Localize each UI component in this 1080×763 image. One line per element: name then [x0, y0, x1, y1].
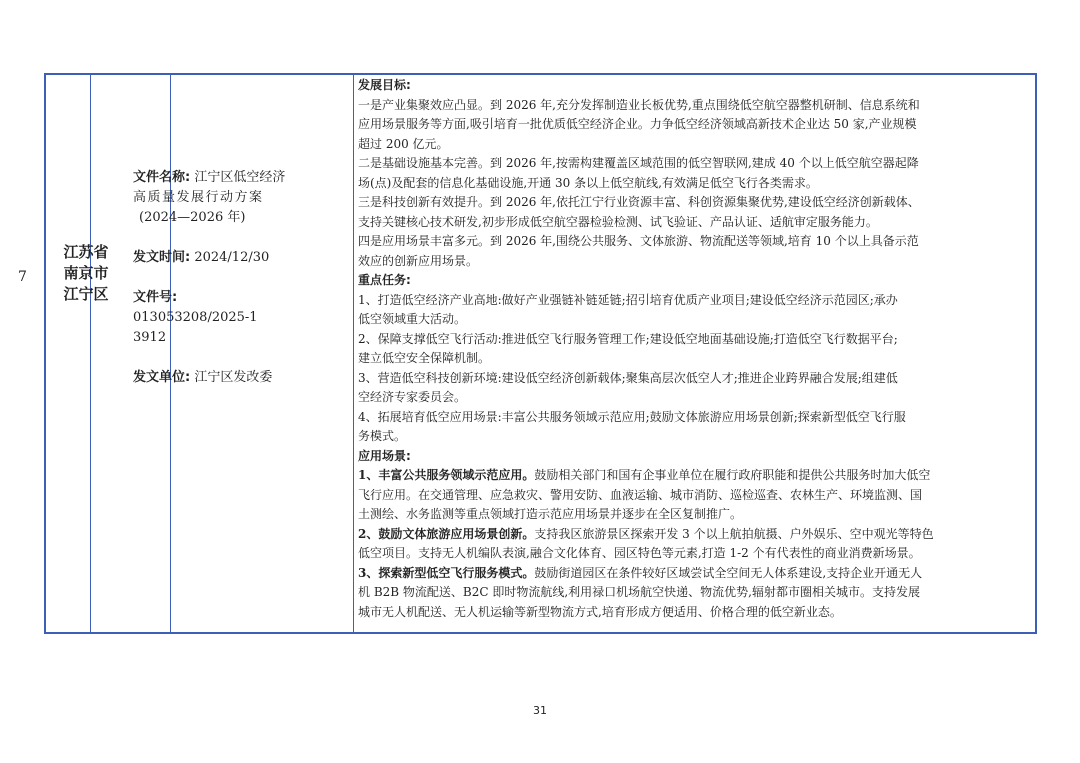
- document-number-line2: 3912: [133, 330, 167, 345]
- document-info: [133, 168, 301, 408]
- content-line: [358, 330, 1034, 350]
- content-line: [358, 174, 1034, 194]
- content-cell: [358, 76, 1034, 622]
- content-line: [358, 96, 1034, 116]
- content-line: [358, 603, 1034, 623]
- content-line: [358, 427, 1034, 447]
- row-number: 7: [18, 269, 27, 285]
- content-line: [358, 115, 1034, 135]
- content-line: [358, 369, 1034, 389]
- content-line: [358, 213, 1034, 233]
- page-number: 31: [533, 704, 547, 717]
- document-number-line1: 013053208/2025-1: [133, 310, 258, 325]
- line-text: 支持关键核心技术研发,初步形成低空航空器检验检测、试飞验证、产品认证、适航审定服务能力。: [358, 214, 878, 229]
- line-text: 低空领域重大活动。: [358, 312, 467, 326]
- line-text: 2、保障支撑低空飞行活动:推进低空飞行服务管理工作;建设低空地面基础设施;打造低空飞行数据平台;: [358, 331, 898, 346]
- item-heading: 1、丰富公共服务领域示范应用。: [358, 468, 535, 482]
- issue-date: [133, 248, 301, 268]
- document-name-label: 文件名称:: [133, 170, 191, 185]
- line-text: 飞行应用。在交通管理、应急救灾、警用安防、血液运输、城市消防、巡检巡查、农林生产、环境监测、国: [358, 487, 923, 502]
- line-text: 建立低空安全保障机制。: [358, 351, 491, 365]
- content-line: [358, 135, 1034, 155]
- line-text: 1、打造低空经济产业高地:做好产业强链补链延链;招引培育优质产业项目;建设低空经济示范园区;承办: [358, 292, 898, 307]
- region-cell: [52, 242, 120, 305]
- issuing-unit: [133, 368, 301, 388]
- content-line: [358, 252, 1034, 272]
- section-heading: [358, 447, 1034, 467]
- document-name: [133, 168, 301, 228]
- content-line: [358, 310, 1034, 330]
- line-text: 应用场景:: [358, 448, 411, 463]
- issue-date-label: 发文时间:: [133, 250, 191, 265]
- content-line: [358, 505, 1034, 525]
- line-text: 场(点)及配套的信息化基础设施,开通 30 条以上低空航线,有效满足低空飞行各类需求。: [358, 175, 818, 190]
- content-line: [358, 193, 1034, 213]
- document-name-value-line2: 高质量发展行动方案: [133, 190, 264, 205]
- column-number: [46, 75, 91, 632]
- line-text: 三是科技创新有效提升。到 2026 年,依托江宁行业资源丰富、科创资源集聚优势,建设低空经济创新载体、: [358, 195, 920, 209]
- document-name-value-line3: (2024—2026 年): [139, 210, 246, 225]
- line-text: 务模式。: [358, 429, 407, 443]
- line-text: 发展目标:: [358, 78, 411, 92]
- content-line: [358, 408, 1034, 428]
- content-line: [358, 525, 1034, 545]
- content-line: [358, 388, 1034, 408]
- line-text: 鼓励相关部门和国有企事业单位在履行政府职能和提供公共服务时加大低空: [534, 468, 931, 482]
- line-text: 应用场景服务等方面,吸引培育一批优质低空经济企业。力争低空经济领域高新技术企业达 50 家,产业规模: [358, 117, 917, 131]
- document-number-label: 文件号:: [133, 290, 178, 305]
- content-line: [358, 232, 1034, 252]
- document-number: [133, 288, 301, 348]
- content-line: [358, 564, 1034, 584]
- issuing-unit-label: 发文单位:: [133, 370, 191, 385]
- content-line: [358, 486, 1034, 506]
- region-province: 江苏省: [63, 243, 109, 261]
- line-text: 一是产业集聚效应凸显。到 2026 年,充分发挥制造业长板优势,重点围绕低空航空器整机研制、信息系统和: [358, 97, 920, 112]
- content-line: [358, 291, 1034, 311]
- line-text: 鼓励街道园区在条件较好区域尝试全空间无人体系建设,支持企业开通无人: [534, 565, 923, 580]
- line-text: 支持我区旅游景区探索开发 3 个以上航拍航摄、户外娱乐、空中观光等特色: [534, 526, 934, 541]
- item-heading: 2、鼓励文体旅游应用场景创新。: [358, 526, 535, 541]
- region-city: 南京市: [63, 264, 109, 282]
- content-line: [358, 544, 1034, 564]
- item-heading: 3、探索新型低空飞行服务模式。: [358, 565, 535, 580]
- content-line: [358, 583, 1034, 603]
- section-heading: [358, 271, 1034, 291]
- region-district: 江宁区: [63, 285, 109, 303]
- document-name-value: 江宁区低空经济: [194, 170, 286, 185]
- issuing-unit-value: 江宁区发改委: [194, 370, 273, 385]
- content-line: [358, 466, 1034, 486]
- section-heading: [358, 76, 1034, 96]
- line-text: 机 B2B 物流配送、B2C 即时物流航线,利用禄口机场航空快递、物流优势,辐射都市圈相关城市。支持发展: [358, 585, 920, 599]
- line-text: 二是基础设施基本完善。到 2026 年,按需构建覆盖区域范围的低空智联网,建成 40 个以上低空航空器起降: [358, 156, 919, 170]
- line-text: 重点任务:: [358, 273, 411, 287]
- line-text: 土测绘、水务监测等重点领域打造示范应用场景并逐步在全区复制推广。: [358, 507, 743, 521]
- line-text: 城市无人机配送、无人机运输等新型物流方式,培育形成方便适用、价格合理的低空新业态。: [358, 604, 842, 619]
- issue-date-value: 2024/12/30: [194, 250, 270, 265]
- line-text: 低空项目。支持无人机编队表演,融合文化体育、园区特色等元素,打造 1-2 个有代表性的商业消费新场景。: [358, 546, 921, 560]
- line-text: 超过 200 亿元。: [358, 136, 449, 151]
- line-text: 3、营造低空科技创新环境:建设低空经济创新载体;聚集高层次低空人才;推进企业跨界融合发展;组建低: [358, 370, 898, 385]
- line-text: 空经济专家委员会。: [358, 390, 467, 404]
- line-text: 4、拓展培育低空应用场景:丰富公共服务领域示范应用;鼓励文体旅游应用场景创新;探索新型低空飞行服: [358, 409, 906, 424]
- content-line: [358, 154, 1034, 174]
- line-text: 效应的创新应用场景。: [358, 253, 479, 268]
- content-line: [358, 349, 1034, 369]
- line-text: 四是应用场景丰富多元。到 2026 年,围绕公共服务、文体旅游、物流配送等领域,培育 10 个以上具备示范: [358, 234, 919, 248]
